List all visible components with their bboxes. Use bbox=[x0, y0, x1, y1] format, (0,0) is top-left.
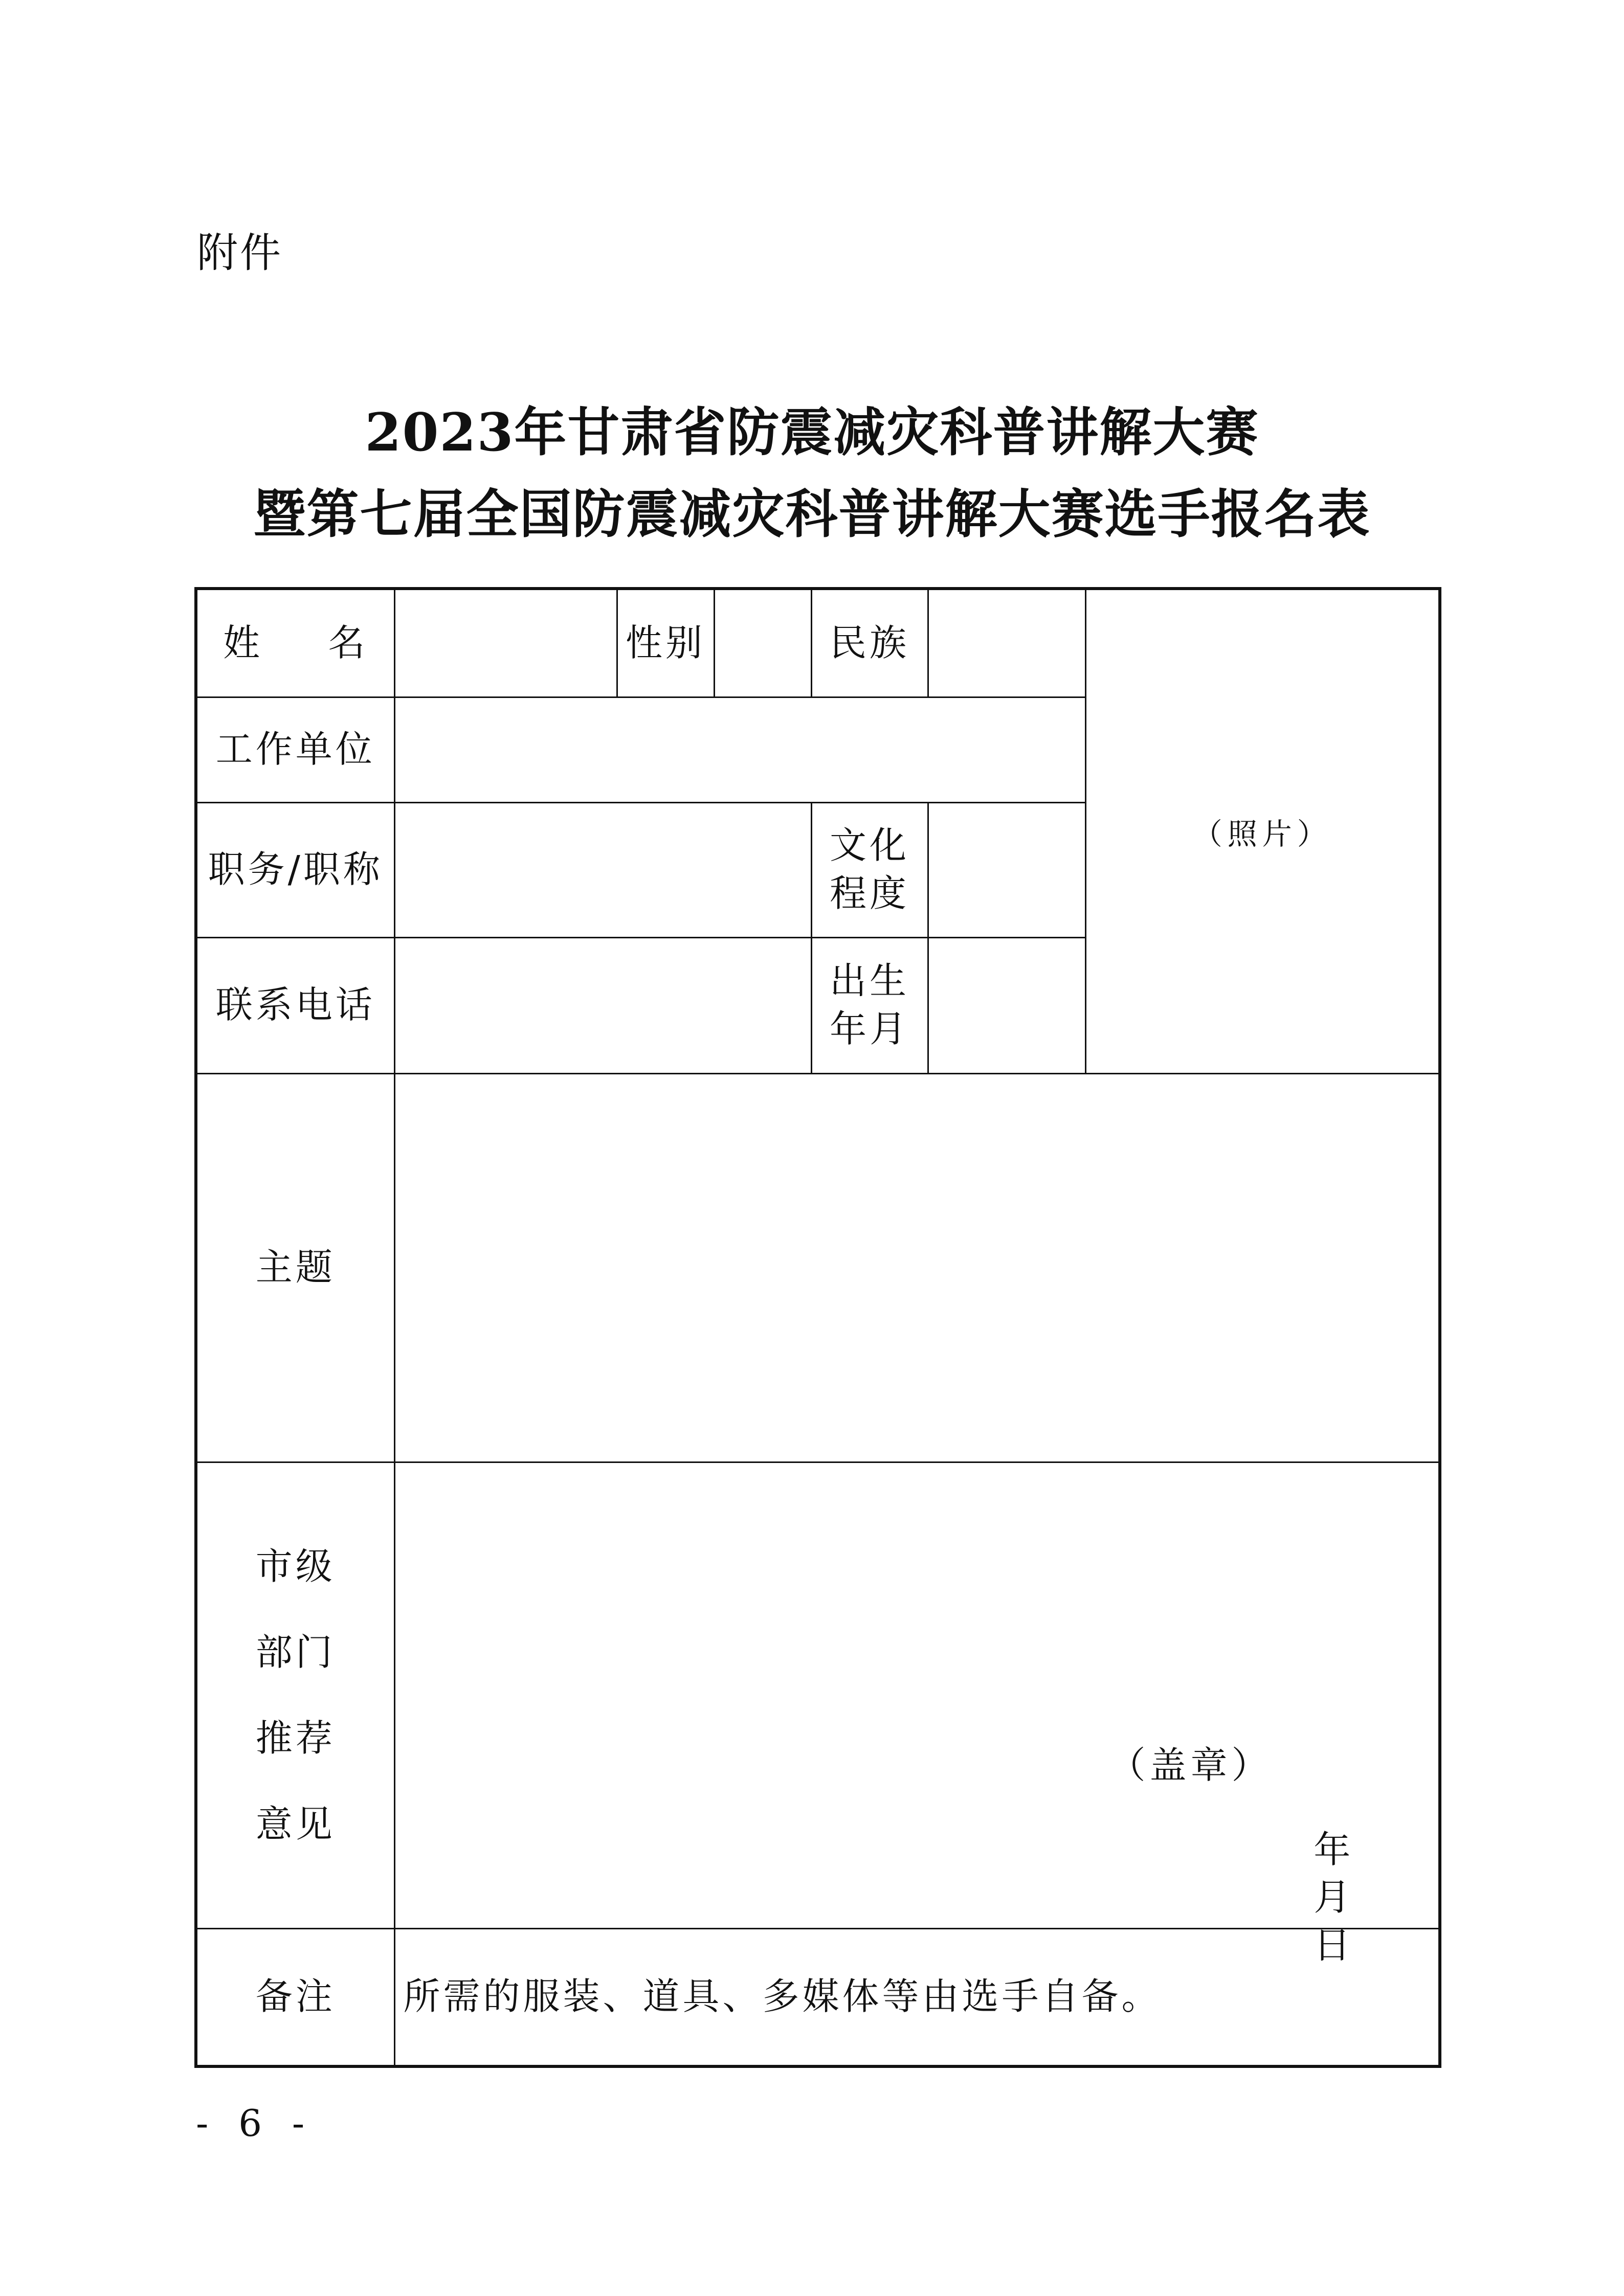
name-label-char-2: 名 bbox=[328, 621, 368, 664]
topic-label: 主题 bbox=[196, 1073, 394, 1462]
work-unit-label: 工作单位 bbox=[196, 697, 394, 802]
date-year-label: 年 bbox=[1314, 1828, 1354, 1871]
education-input-cell[interactable] bbox=[928, 802, 1085, 937]
photo-label: （照片） bbox=[1192, 817, 1332, 851]
recommendation-label-line-1: 市级 bbox=[255, 1545, 336, 1588]
row-recommendation bbox=[196, 1462, 1440, 1928]
gender-input-cell[interactable] bbox=[714, 589, 811, 697]
registration-form-table bbox=[194, 587, 1441, 2068]
name-label-char-1: 姓 bbox=[223, 621, 263, 664]
birth-input-cell[interactable] bbox=[928, 937, 1085, 1073]
form-title-line-2: 暨第七届全国防震减灾科普讲解大赛选手报名表 bbox=[253, 484, 1371, 545]
phone-input-cell[interactable] bbox=[394, 937, 811, 1073]
education-label-line-1: 文化 bbox=[829, 824, 909, 867]
gender-label: 性别 bbox=[617, 589, 714, 697]
ethnicity-input-cell[interactable] bbox=[928, 589, 1085, 697]
birth-label-cell bbox=[811, 937, 928, 1073]
birth-label-line-1: 出生 bbox=[829, 959, 909, 1003]
position-input-cell[interactable] bbox=[394, 802, 811, 937]
row-topic bbox=[196, 1073, 1440, 1462]
attachment-label: 附件 bbox=[197, 229, 283, 277]
recommendation-label-cell bbox=[196, 1462, 394, 1928]
education-label-cell bbox=[811, 802, 928, 937]
recommendation-label-line-4: 意见 bbox=[255, 1803, 336, 1845]
recommendation-label-line-3: 推荐 bbox=[255, 1717, 336, 1760]
birth-label-line-2: 年月 bbox=[829, 1007, 909, 1050]
signature-date bbox=[1285, 1826, 1439, 1970]
row-name bbox=[196, 589, 1440, 697]
notes-label: 备注 bbox=[196, 1928, 394, 2066]
form-title-line-1: 2023年甘肃省防震减灾科普讲解大赛 bbox=[365, 402, 1259, 463]
recommendation-input-cell[interactable] bbox=[394, 1462, 1440, 1967]
topic-input-cell[interactable] bbox=[394, 1073, 1440, 1462]
phone-label: 联系电话 bbox=[196, 937, 394, 1073]
name-label-cell bbox=[196, 589, 394, 697]
date-month-label: 月 bbox=[1314, 1876, 1354, 1919]
date-day-label: 日 bbox=[1314, 1923, 1354, 1967]
education-label-line-2: 程度 bbox=[829, 872, 909, 915]
notes-value: 所需的服装、道具、多媒体等由选手自备。 bbox=[394, 1928, 1440, 2066]
page-number: - 6 - bbox=[196, 2102, 314, 2145]
position-label: 职务/职称 bbox=[196, 802, 394, 937]
row-notes bbox=[196, 1928, 1440, 2066]
recommendation-label-line-2: 部门 bbox=[255, 1631, 336, 1674]
seal-label: （盖章） bbox=[1108, 1743, 1273, 1787]
photo-cell[interactable] bbox=[1085, 589, 1440, 1073]
name-input-cell[interactable] bbox=[394, 589, 617, 697]
work-unit-input-cell[interactable] bbox=[394, 697, 1085, 802]
ethnicity-label: 民族 bbox=[811, 589, 928, 697]
